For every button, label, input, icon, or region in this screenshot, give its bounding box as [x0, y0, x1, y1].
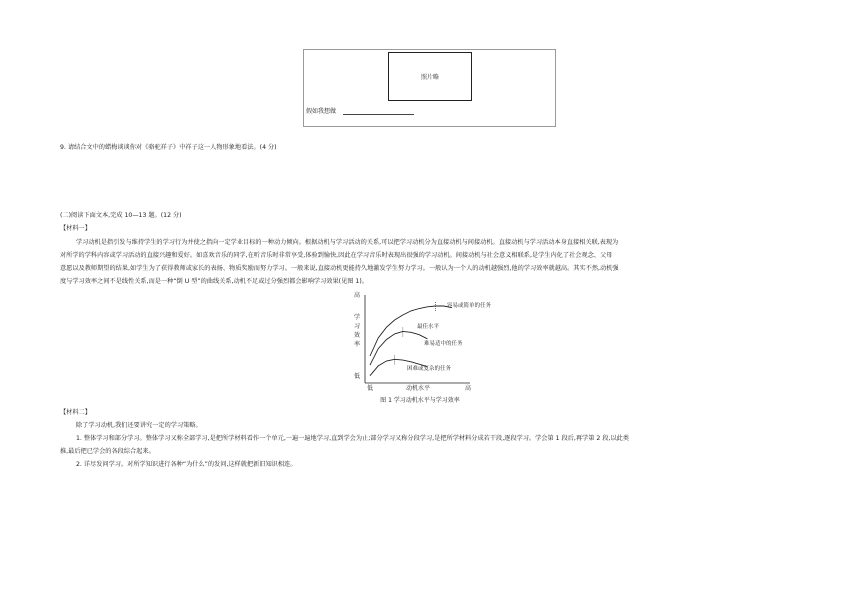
material-2-intro: 除了学习动机,我们还要讲究一定的学习策略。 — [76, 422, 202, 429]
material-1-line: 意愿以及教师期望的结果,如学生为了获得教师或家长的表扬、物质奖励而努力学习。一般来说,直接动机更能持久地激发学生努力学习。一般认为一个人的动机越强烈,他的学习效率就越高。其实不然,动机强 — [60, 265, 619, 272]
photo-placeholder-label: 照片略 — [420, 74, 439, 81]
series-label-optimum: 最佳水平 — [417, 324, 440, 330]
series-label-moderate: 难易适中的任务 — [424, 341, 463, 347]
y-axis-label-char: 效 — [353, 332, 361, 339]
material-1-line: 度与学习效率之间不是线性关系,而是一种“倒 U 型”的曲线关系,动机不足或过分强烈都会影响学习效果(见图 1)。 — [60, 278, 368, 285]
photo-placeholder — [388, 52, 472, 101]
strategy-2-line: 2. 详尽发问学习。对所学知识进行各种“为什么”的发问,这样就把新旧知识相连。 — [76, 461, 297, 468]
strategy-1-line-cont: 推,最后把已学会的各段综合起来。 — [60, 448, 155, 455]
material-1-label: 【材料一】 — [60, 225, 91, 232]
y-axis-label-char: 学 — [353, 314, 361, 321]
motivation-efficiency-chart — [340, 287, 500, 409]
x-axis-label: 动机水平 — [405, 385, 431, 392]
x-tick-high: 高 — [464, 385, 472, 392]
x-tick-low: 低 — [366, 385, 374, 392]
chart-title: 图 1 学习动机水平与学习效率 — [380, 397, 460, 404]
curve-easy-task — [370, 306, 452, 356]
photo-caption: 假如我想做 — [306, 108, 337, 115]
y-axis-label-char: 率 — [353, 341, 361, 348]
material-2-label: 【材料二】 — [60, 409, 91, 416]
material-1-line: 学习动机是指引发与维持学生的学习行为并使之指向一定学业目标的一种动力倾向。根据动机与学习活动的关系,可以把学习动机分为直接动机与间接动机。直接动机与学习活动本身直接相关联,表现为 — [76, 239, 619, 246]
series-label-hard: 困难或复杂的任务 — [407, 366, 452, 372]
section-2-heading: (二)阅读下面文本,完成 10—13 题。(12 分) — [60, 212, 182, 219]
y-tick-high: 高 — [353, 292, 361, 299]
question-9: 9. 请结合文中的蜡梅谈谈你对《骆驼祥子》中祥子这一人物形象地看法。(4 分) — [60, 144, 277, 151]
y-axis-label-char: 习 — [353, 323, 361, 330]
answer-blank-line — [343, 114, 414, 115]
y-tick-low: 低 — [353, 373, 361, 380]
series-label-easy: 容易或简单的任务 — [447, 303, 492, 309]
strategy-1-line: 1. 整体学习和部分学习。整体学习又称全部学习,是把所学材料看作一个单元,一遍一遍地学习,直到学会为止;部分学习又称分段学习,是把所学材料分成若干段,逐段学习。学会第 1 段后,再学第 2 段,以此类 — [76, 435, 630, 442]
material-1-line: 对所学的学科内容或学习活动的直接兴趣和爱好。如喜欢音乐的同学,在听音乐时非常享受,体验到愉快,因此在学习音乐时表现出很强的学习动机。间接动机与社会意义相联系,是学生内化了社会观念、父母 — [60, 252, 613, 259]
